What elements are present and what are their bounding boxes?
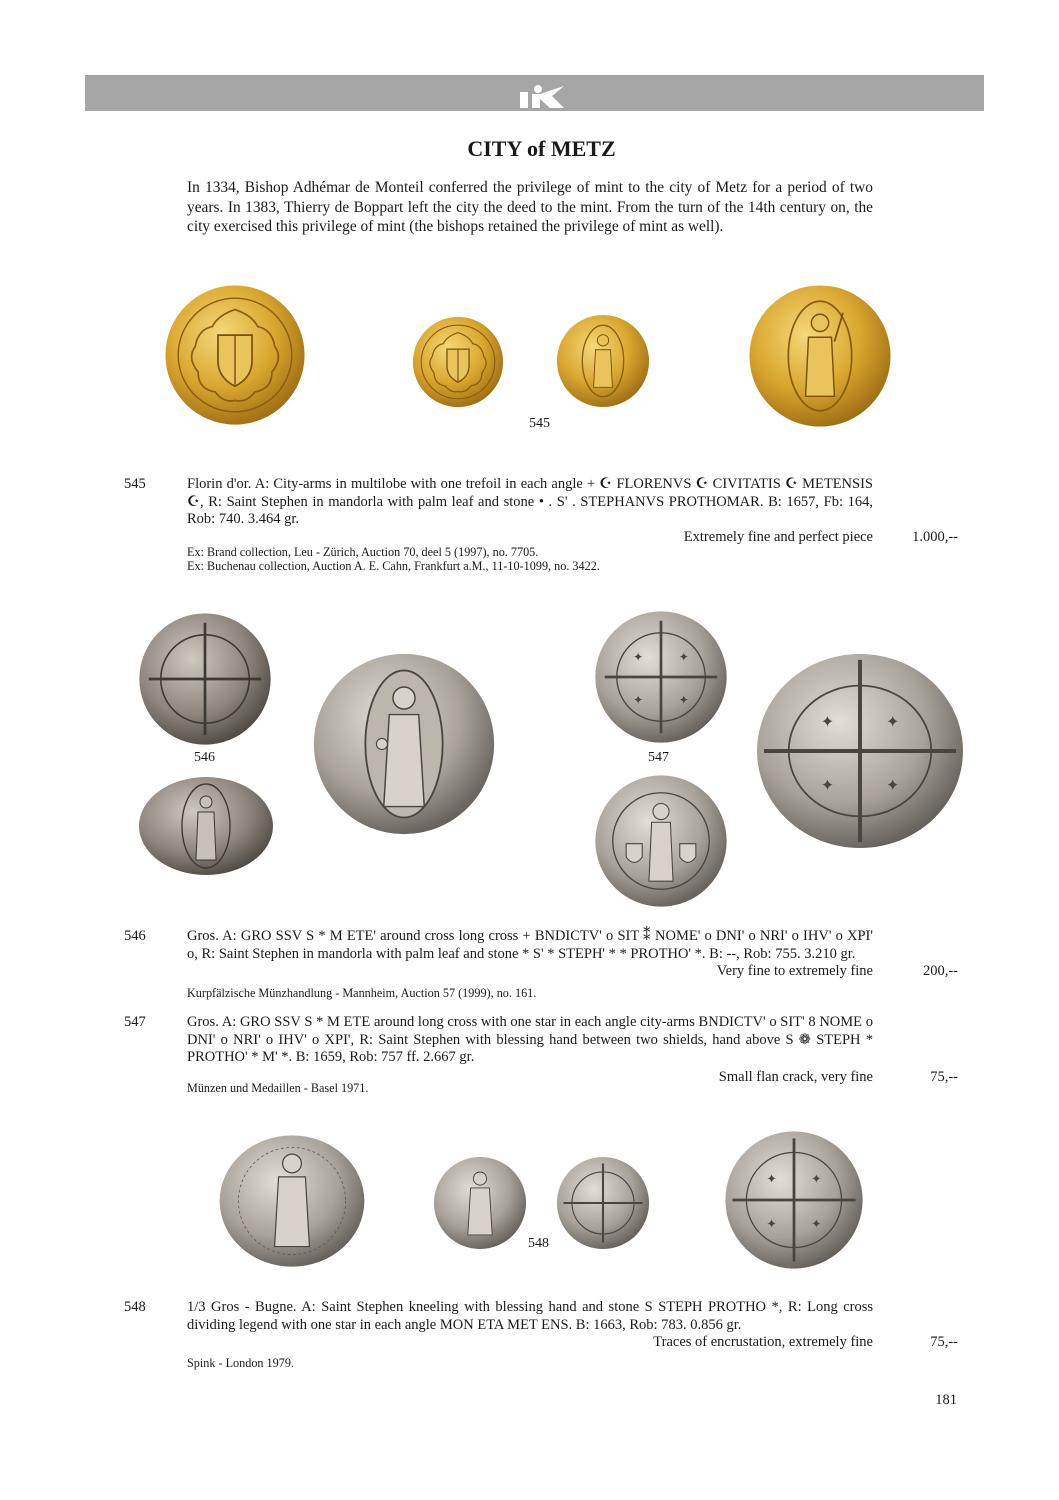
lot-provenance: Ex: Buchenau collection, Auction A. E. Cahn, Frankfurt a.M., 11-10-1099, no. 3422.	[187, 559, 600, 573]
lot-description: Florin d'or. A: City-arms in multilobe with one trefoil in each angle + ☪ FLORENVS ☪ CIVITATIS ☪ METENSIS ☪, R: Saint Stephen in mandorla with palm leaf and stone • . S' . STEPHANVS PROTHOMAR. B: 1657, Fb: 164, Rob: 740. 3.464 gr.	[187, 476, 873, 527]
coin-546-reverse-large	[312, 652, 496, 836]
svg-text:✦: ✦	[811, 1172, 822, 1187]
svg-text:✦: ✦	[633, 692, 644, 707]
coin-548-reverse	[556, 1156, 650, 1250]
lot-provenance: Ex: Brand collection, Leu - Zürich, Auction 70, deel 5 (1997), no. 7705.	[187, 545, 539, 559]
lot-description: 1/3 Gros - Bugne. A: Saint Stephen kneeling with blessing hand and stone S STEPH PROTHO *, R: Long cross dividing legend with one star in each angle MON ETA MET ENS. B: 1663, Rob: 783. 0.856 gr.	[187, 1299, 873, 1333]
plate-number-547: 547	[648, 750, 669, 765]
coin-548-obverse-large	[218, 1134, 366, 1268]
lot-provenance: Kurpfälzische Münzhandlung - Mannheim, Auction 57 (1999), no. 161.	[187, 986, 537, 1000]
svg-text:✦: ✦	[678, 649, 689, 664]
svg-text:✦: ✦	[886, 777, 900, 795]
intro-paragraph: In 1334, Bishop Adhémar de Monteil conferred the privilege of mint to the city of Metz for a period of two years. In 1383, Thierry de Boppart left the city the deed to the mint. From the turn of the 14th century on, the city exercised this privilege of mint (the bishops retained the privilege of mint as well).	[187, 179, 873, 235]
lot-provenance: Münzen und Medaillen - Basel 1971.	[187, 1081, 369, 1095]
page-number: 181	[935, 1392, 957, 1408]
svg-text:✦: ✦	[886, 714, 900, 732]
lot-description: Gros. A: GRO SSV S * M ETE' around cross long cross + BNDICTV' o SIT ⁑ NOME' o DNI' o NRI' o IHV' o XPI' o, R: Saint Stephen in mandorla with palm leaf and stone * S' * STEPH' * * PROTHO' *. B: --, Rob: 755. 3.210 gr.	[187, 928, 873, 962]
lot-grade: Extremely fine and perfect piece	[683, 529, 873, 545]
lot-price: 1.000,--	[912, 529, 958, 545]
plate-number-546: 546	[194, 750, 215, 765]
lot-number: 546	[124, 928, 146, 944]
coin-548-reverse-large	[724, 1130, 864, 1270]
lot-grade: Very fine to extremely fine	[716, 963, 873, 979]
lot-price: 75,--	[930, 1334, 958, 1350]
plate-number-548: 548	[528, 1236, 549, 1251]
lot-price: 200,--	[922, 963, 958, 979]
coin-545-reverse	[556, 314, 650, 408]
coin-548-obverse	[432, 1156, 528, 1250]
svg-text:✦: ✦	[766, 1172, 777, 1187]
coin-547-reverse	[594, 774, 728, 908]
lot-number: 545	[124, 476, 146, 492]
svg-text:✦: ✦	[820, 714, 834, 732]
lot-grade: Small flan crack, very fine	[718, 1069, 873, 1085]
coin-546-reverse	[138, 776, 274, 876]
coin-547-obverse	[594, 610, 728, 744]
lot-number: 548	[124, 1299, 146, 1315]
lot-provenance: Spink - London 1979.	[187, 1356, 294, 1370]
coin-545-obverse-large	[164, 284, 306, 426]
lot-description: Gros. A: GRO SSV S * M ETE around long cross with one star in each angle city-arms BNDICTV' o SIT' 8 NOME o DNI' o NRI' o IHV' o XPI', R: Saint Stephen with blessing hand between two shields, hand above S ❁ STEPH * PROTHO' * M' *. B: 1659, Rob: 757 ff. 2.667 gr.	[187, 1014, 873, 1065]
svg-text:✦: ✦	[820, 777, 834, 795]
publisher-logo	[518, 84, 566, 108]
lot-price: 75,--	[930, 1069, 958, 1085]
coin-547-obverse-large	[756, 652, 964, 850]
svg-text:✦: ✦	[633, 649, 644, 664]
plate-number-545: 545	[529, 416, 550, 431]
page-title: CITY of METZ	[467, 136, 616, 161]
svg-text:✦: ✦	[678, 692, 689, 707]
svg-text:✦: ✦	[811, 1217, 822, 1231]
coin-546-obverse	[138, 612, 272, 746]
lot-grade: Traces of encrustation, extremely fine	[653, 1334, 873, 1350]
coin-545-reverse-large	[748, 284, 892, 428]
svg-text:✦: ✦	[766, 1217, 777, 1231]
lot-number: 547	[124, 1014, 146, 1030]
coin-545-obverse	[412, 316, 504, 408]
